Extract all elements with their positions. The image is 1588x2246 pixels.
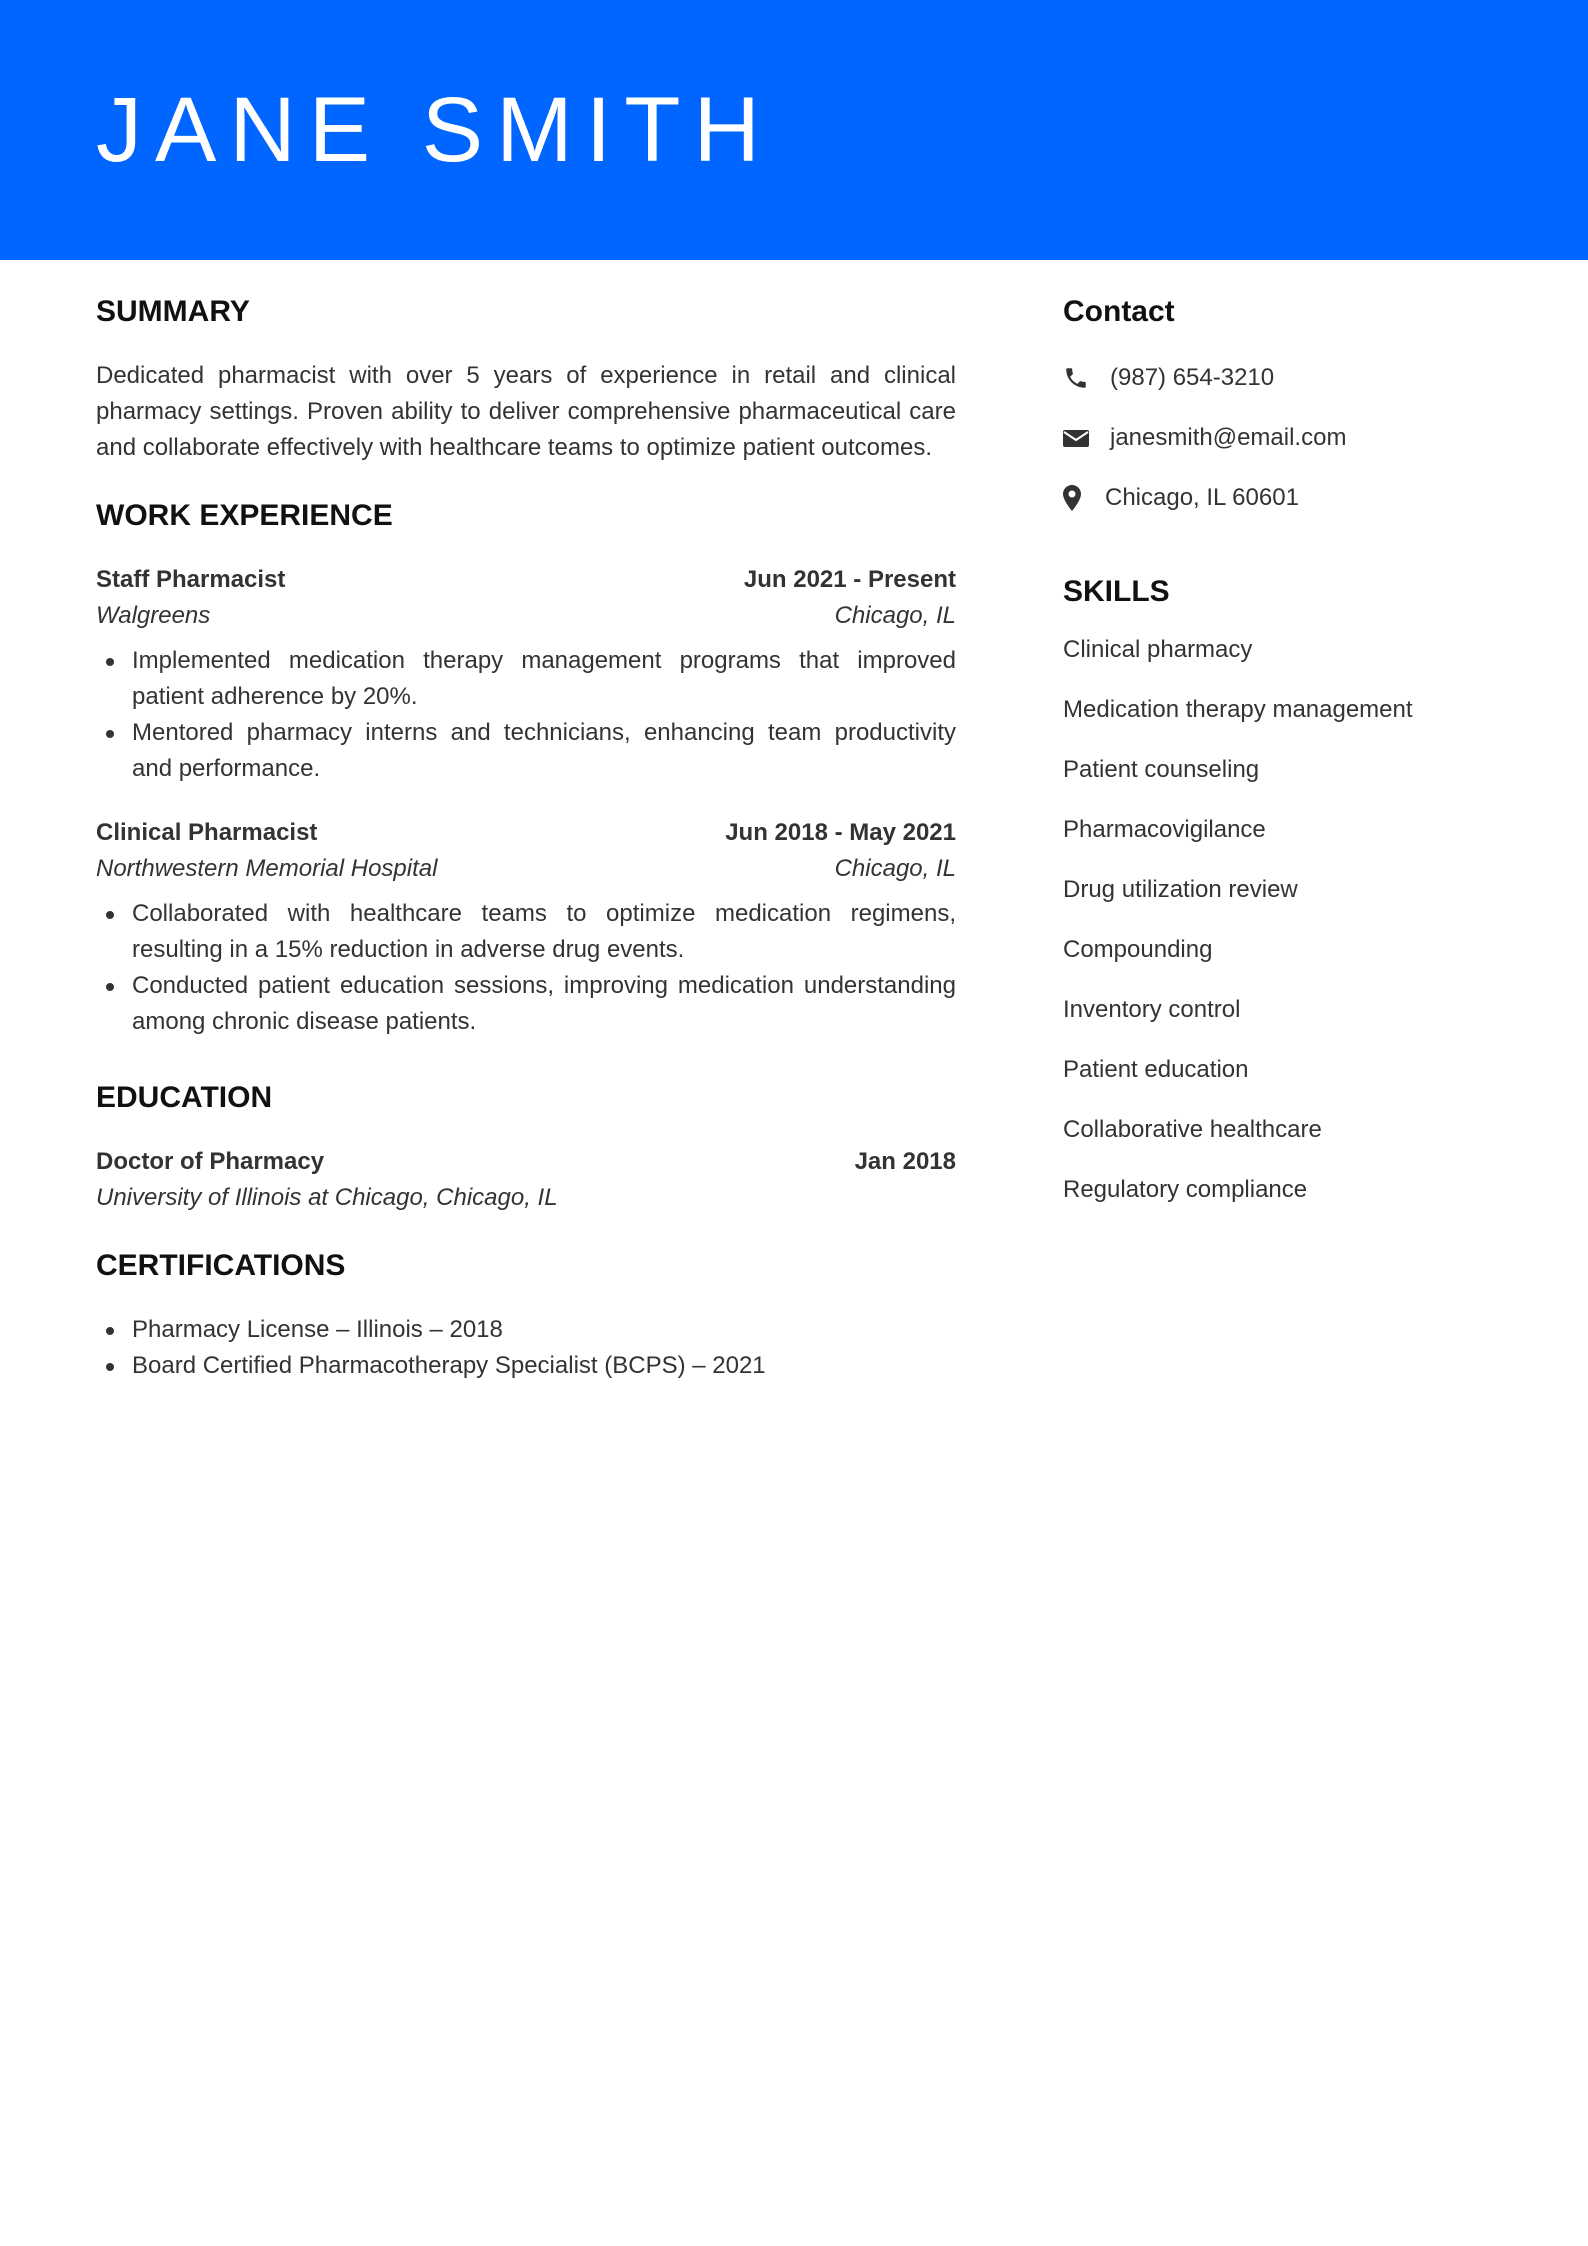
employer-name: Northwestern Memorial Hospital — [96, 855, 438, 882]
job-bullet: Conducted patient education sessions, improving medication understanding among chronic disease patients. — [132, 968, 956, 1040]
job-location: Chicago, IL — [834, 602, 956, 629]
sidebar-column — [1063, 294, 1503, 1232]
location-text: Chicago, IL 60601 — [1105, 484, 1299, 511]
school-name: University of Illinois at Chicago, Chicago, IL — [96, 1184, 558, 1211]
job-dates: Jun 2021 - Present — [743, 566, 956, 593]
skill-item: Patient counseling — [1063, 756, 1260, 783]
skill-item: Pharmacovigilance — [1063, 816, 1266, 843]
job-location: Chicago, IL — [834, 855, 956, 882]
skill-item: Medication therapy management — [1063, 696, 1413, 723]
contact-email — [1063, 420, 1503, 456]
degree-name: Doctor of Pharmacy — [96, 1148, 325, 1175]
job-title: Staff Pharmacist — [96, 566, 286, 593]
job-title: Clinical Pharmacist — [96, 819, 318, 846]
education-section — [96, 1080, 956, 1216]
job-bullet: Collaborated with healthcare teams to optimize medication regimens, resulting in a 15% reduction in adverse drug events. — [132, 896, 956, 968]
skill-item: Patient education — [1063, 1056, 1249, 1083]
summary-section — [96, 294, 956, 466]
skill-item: Inventory control — [1063, 996, 1241, 1023]
skill-item: Drug utilization review — [1063, 876, 1298, 903]
job-dates: Jun 2018 - May 2021 — [725, 819, 956, 846]
phone-icon — [1063, 360, 1110, 396]
phone-number: (987) 654-3210 — [1110, 364, 1275, 391]
map-pin-icon — [1063, 480, 1105, 516]
contact-heading: Contact — [1063, 295, 1175, 328]
job-bullets — [96, 896, 956, 1040]
education-entry — [96, 1144, 956, 1216]
job-entry — [96, 562, 956, 787]
certifications-heading: CERTIFICATIONS — [96, 1249, 346, 1282]
skill-item: Clinical pharmacy — [1063, 636, 1253, 663]
envelope-icon — [1063, 420, 1110, 456]
skill-item: Regulatory compliance — [1063, 1176, 1308, 1203]
job-bullets — [96, 643, 956, 787]
job-bullet: Implemented medication therapy management programs that improved patient adherence by 20%. — [132, 643, 956, 715]
job-entry — [96, 815, 956, 1040]
summary-text: Dedicated pharmacist with over 5 years of experience in retail and clinical pharmacy settings. Proven ability to deliver comprehensive pharmaceutical care and collaborate effectively with healthcare teams to optimize patient outcomes. — [96, 362, 956, 461]
contact-phone — [1063, 360, 1503, 396]
candidate-name: JANE SMITH — [96, 79, 773, 181]
contact-section — [1063, 294, 1503, 516]
summary-heading: SUMMARY — [96, 295, 250, 328]
skills-heading: SKILLS — [1063, 575, 1170, 608]
work-experience-heading: WORK EXPERIENCE — [96, 499, 393, 532]
certification-item: Board Certified Pharmacotherapy Specialist (BCPS) – 2021 — [132, 1348, 956, 1384]
certifications-list — [96, 1312, 956, 1384]
contact-location — [1063, 480, 1503, 516]
skills-list — [1063, 632, 1503, 1208]
graduation-date: Jan 2018 — [854, 1148, 956, 1175]
skill-item: Compounding — [1063, 936, 1213, 963]
education-heading: EDUCATION — [96, 1081, 273, 1114]
certifications-section — [96, 1248, 956, 1384]
work-experience-section — [96, 498, 956, 1040]
certification-item: Pharmacy License – Illinois – 2018 — [132, 1312, 956, 1348]
skill-item: Collaborative healthcare — [1063, 1116, 1322, 1143]
email-address: janesmith@email.com — [1110, 424, 1347, 451]
main-column — [96, 294, 956, 1384]
skills-section — [1063, 574, 1503, 1208]
employer-name: Walgreens — [96, 602, 211, 629]
header-band — [0, 0, 1588, 260]
job-bullet: Mentored pharmacy interns and technicians, enhancing team productivity and performance. — [132, 715, 956, 787]
